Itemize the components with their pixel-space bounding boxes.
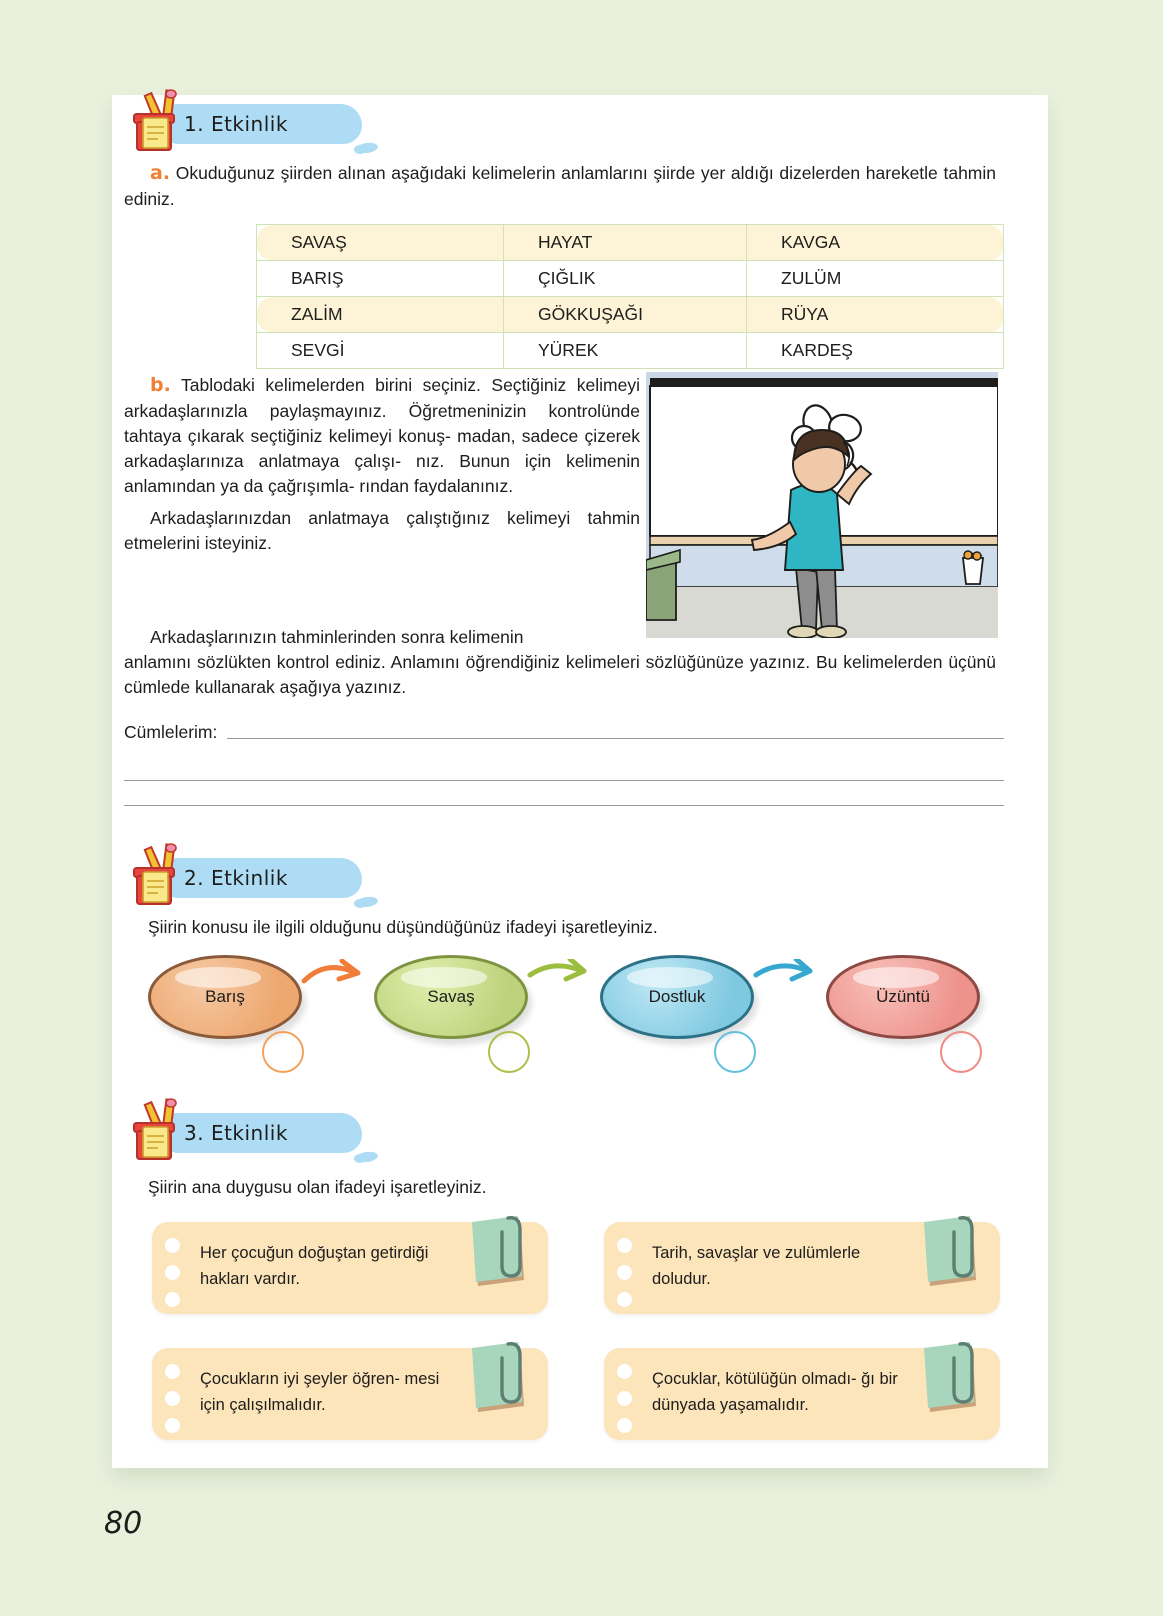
word-cell: KAVGA (747, 225, 1004, 261)
option-label: Dostluk (648, 987, 706, 1006)
answer-card-4[interactable] (604, 1348, 1000, 1440)
illustration-svg (646, 372, 998, 638)
option-oval-uzuntu[interactable] (826, 955, 980, 1039)
option-oval-savas[interactable] (374, 955, 528, 1039)
card-text: Çocukların iyi şeyler öğren- mesi için çalışılmalıdır. (200, 1370, 440, 1414)
write-line[interactable] (124, 780, 1004, 781)
marker-a: a. (150, 162, 171, 184)
word-cell: SEVGİ (257, 333, 504, 369)
card-holes (165, 1238, 180, 1319)
option-checkbox-baris[interactable] (262, 1031, 304, 1073)
marker-b: b. (150, 374, 171, 396)
write-line[interactable] (227, 738, 1004, 739)
oval-gloss (627, 967, 713, 987)
activity-1-part-b (124, 372, 640, 556)
page-number: 80 (104, 1506, 143, 1541)
card-holes (617, 1238, 632, 1319)
answer-card-2[interactable] (604, 1222, 1000, 1314)
part-b-text-3-lead: Arkadaşlarınızın tahminlerinden sonra kelimenin (150, 627, 524, 647)
word-cell: GÖKKUŞAĞI (504, 297, 747, 333)
table-row (257, 297, 1004, 333)
card-text: Her çocuğun doğuştan getirdiği hakları vardır. (200, 1244, 429, 1288)
option-label: Barış (205, 987, 245, 1006)
word-cell: YÜREK (504, 333, 747, 369)
part-a-text: Okuduğunuz şiirden alınan aşağıdaki kelimelerin anlamlarını şiirde yer aldığı dizelerden hareketle tahmin ediniz. (124, 163, 996, 209)
arrow-icon (526, 959, 600, 995)
paperclip-note-icon (468, 1340, 530, 1418)
word-cell: HAYAT (504, 225, 747, 261)
option-label: Savaş (427, 987, 475, 1006)
classroom-illustration (646, 372, 998, 638)
word-cell: KARDEŞ (747, 333, 1004, 369)
option-oval-dostluk[interactable] (600, 955, 754, 1039)
activity-2-label: 2. Etkinlik (184, 866, 288, 890)
answer-card-1[interactable] (152, 1222, 548, 1314)
word-table (256, 224, 1004, 369)
card-holes (617, 1364, 632, 1445)
activity-2-badge (118, 850, 288, 906)
activity-2-instruction: Şiirin konusu ile ilgili olduğunu düşündüğünüz ifadeyi işaretleyiniz. (148, 917, 658, 937)
activity-3-label: 3. Etkinlik (184, 1121, 288, 1145)
pencil-cup-icon (126, 88, 188, 152)
option-oval-row (148, 955, 988, 1060)
arrow-icon (752, 959, 826, 995)
pencil-cup-icon (126, 1097, 188, 1161)
table-row (257, 261, 1004, 297)
option-label: Üzüntü (876, 987, 930, 1006)
card-text: Tarih, savaşlar ve zulümlerle doludur. (652, 1244, 861, 1288)
option-checkbox-uzuntu[interactable] (940, 1031, 982, 1073)
option-oval-baris[interactable] (148, 955, 302, 1039)
activity-1-part-a (124, 160, 996, 212)
table-row (257, 225, 1004, 261)
pencil-cup-icon (126, 842, 188, 906)
part-b-text-3-top (124, 625, 640, 650)
table-row (257, 333, 1004, 369)
oval-gloss (401, 967, 487, 987)
part-b-text-2: Arkadaşlarınızdan anlatmaya çalıştığınız kelimeyi tahmin etmelerini isteyiniz. (124, 508, 640, 554)
word-table-body (257, 225, 1004, 369)
oval-gloss (175, 967, 261, 987)
paperclip-note-icon (468, 1214, 530, 1292)
sentences-label: Cümlelerim: (124, 722, 218, 742)
word-cell: ÇIĞLIK (504, 261, 747, 297)
activity-3-instruction: Şiirin ana duygusu olan ifadeyi işaretleyiniz. (148, 1177, 487, 1197)
paperclip-note-icon (920, 1214, 982, 1292)
write-line[interactable] (124, 805, 1004, 806)
oval-gloss (853, 967, 939, 987)
word-cell: RÜYA (747, 297, 1004, 333)
waste-basket-icon (963, 551, 983, 584)
word-cell: ZULÜM (747, 261, 1004, 297)
word-cell: BARIŞ (257, 261, 504, 297)
part-b-text-3-body: anlamını sözlükten kontrol ediniz. Anlamını öğrendiğiniz kelimeleri sözlüğünüze yazınız. Bu kelimelerden üçünü cümlede kullanarak aşağıya yazınız. (124, 652, 996, 697)
option-checkbox-savas[interactable] (488, 1031, 530, 1073)
activity-1-badge (118, 96, 288, 152)
card-holes (165, 1364, 180, 1445)
part-b-text-3-rest (124, 650, 996, 700)
paperclip-note-icon (920, 1340, 982, 1418)
word-cell: SAVAŞ (257, 225, 504, 261)
part-a-paragraph (124, 160, 996, 212)
word-cell: ZALİM (257, 297, 504, 333)
activity-3-badge (118, 1105, 288, 1161)
activity-1-label: 1. Etkinlik (184, 112, 288, 136)
option-checkbox-dostluk[interactable] (714, 1031, 756, 1073)
sentences-field[interactable] (124, 720, 1004, 745)
arrow-icon (300, 959, 374, 995)
part-b-text-1: Tablodaki kelimelerden birini seçiniz. Seçtiğiniz kelimeyi arkadaşlarınızla paylaşmayınız. Öğretmeninizin kontrolünde tahtaya çıkarak seçtiğiniz kelimeyi konuş- madan, sadece çizerek arkadaşlarınıza anlatmaya çalışı- nız. Bunun için kelimenin anlamından ya da çağrışımla- rından faydalanınız. (124, 375, 640, 496)
answer-card-3[interactable] (152, 1348, 548, 1440)
part-b-paragraph-1 (124, 372, 640, 498)
card-text: Çocuklar, kötülüğün olmadı- ğı bir dünyada yaşamalıdır. (652, 1370, 898, 1414)
